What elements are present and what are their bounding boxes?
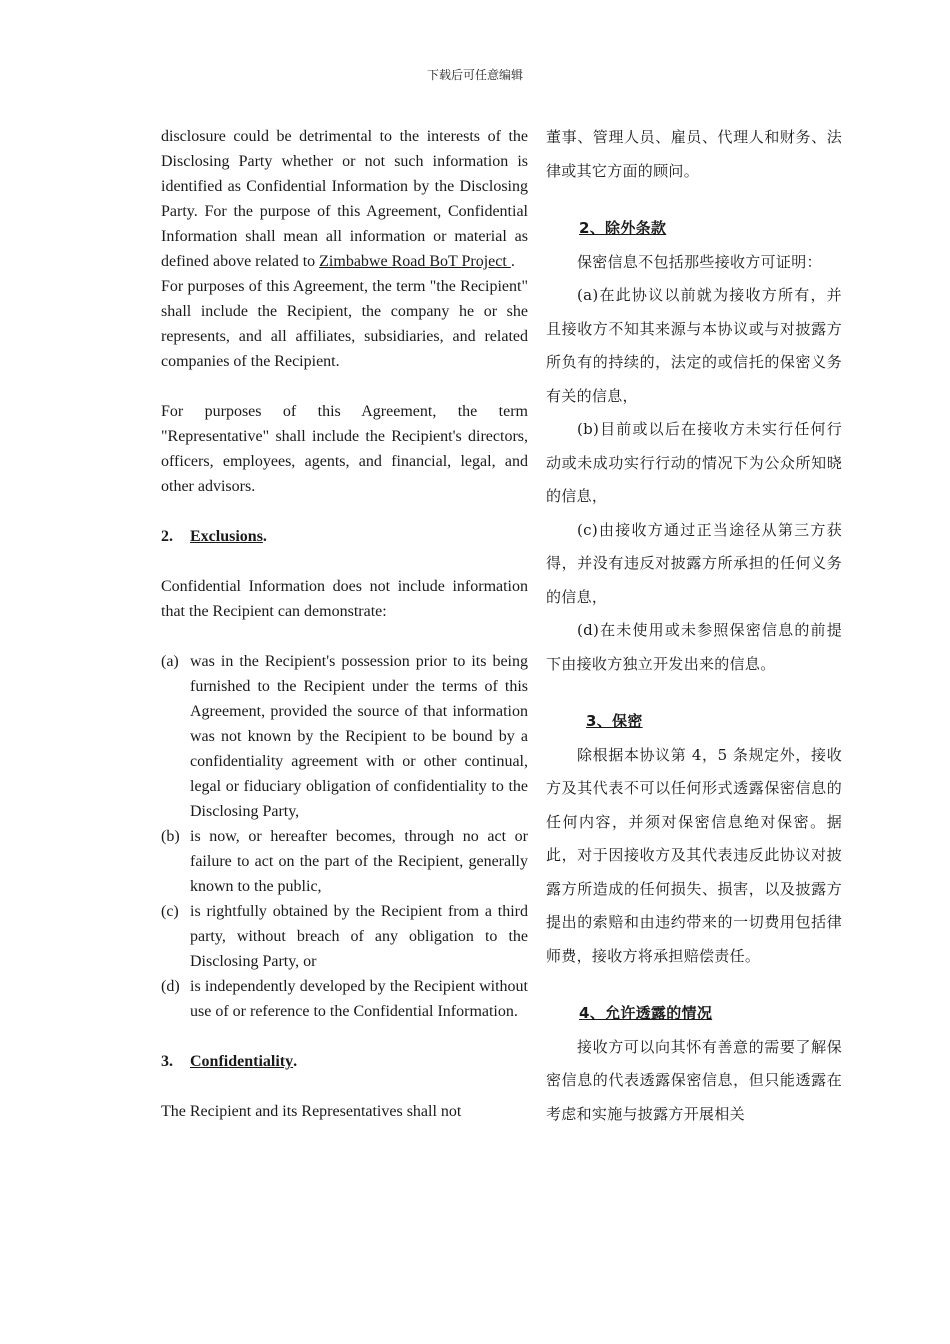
list-item: (c) is rightfully obtained by the Recipient from a third party, without breach of any obligation to the Disclosing Party, or	[161, 903, 528, 970]
cn-item-b: (b)目前或以后在接收方未实行任何行动或未成功实行行动的情况下为公众所知晓的信息，	[546, 420, 842, 505]
english-column	[161, 124, 528, 1124]
cn-item-d: (d)在未使用或未参照保密信息的前提下由接收方独立开发出来的信息。	[546, 621, 842, 673]
section-2-heading: 2. Exclusions .	[161, 528, 267, 545]
recipient-definition: For purposes of this Agreement, the term "the Recipient" shall include the Recipient, the company he or she represents, and all affiliates, subsidiaries, and related companies of the Recipient.	[161, 278, 528, 370]
cn-confidentiality-paragraph: 除根据本协议第 4，5 条规定外，接收方及其代表不可以任何形式透露保密信息的任何内容，并须对保密信息绝对保密。据此，对于因接收方及其代表违反此协议对披露方所造成的任何损失、损害，以及披露方提出的索赔和由违约带来的一切费用包括律师费，接收方将承担赔偿责任。	[546, 745, 842, 965]
project-name: Zimbabwe Road BoT Project	[319, 253, 511, 270]
page-header: 下载后可任意编辑	[426, 68, 523, 82]
cn-section-2-heading: 2、除外条款	[579, 219, 667, 237]
cn-item-a: (a)在此协议以前就为接收方所有，并且接收方不知其来源与本协议或与对披露方所负有的持续的，法定的或信托的保密义务有关的信息，	[546, 286, 842, 405]
representative-definition: For purposes of this Agreement, the term "Representative" shall include the Recipient's directors, officers, employees, agents, and financial, legal, and other advisors.	[161, 403, 528, 495]
definition-paragraph: disclosure could be detrimental to the interests of the Disclosing Party whether or not such information is identified as Confidential Information by the Disclosing Party. For the purpose of this Agreement, Confidential Information shall mean all information or material as defined above related to Zimbabwe Road BoT Project .	[161, 128, 528, 270]
list-item: (a) was in the Recipient's possession prior to its being furnished to the Recipient under the terms of this Agreement, provided the source of that information was not known by the Recipient to be bound by a confidentiality agreement with or other continual, legal or fiduciary obligation of confidentiality to the Disclosing Party,	[161, 653, 528, 820]
list-item: (b) is now, or hereafter becomes, through no act or failure to act on the part of the Recipient, generally known to the public,	[161, 828, 528, 895]
cn-section-4-heading: 4、允许透露的情况	[579, 1004, 713, 1022]
exclusions-intro: Confidential Information does not include information that the Recipient can demonstrate:	[161, 578, 528, 620]
cn-section-3-heading: 3、保密	[586, 712, 643, 730]
chinese-column	[546, 121, 842, 1131]
list-item: (d) is independently developed by the Recipient without use of or reference to the Confidential Information.	[161, 978, 528, 1020]
cn-item-c: (c)由接收方通过正当途径从第三方获得，并没有违反对披露方所承担的任何义务的信息，	[546, 520, 842, 606]
cn-representatives-paragraph: 董事、管理人员、雇员、代理人和财务、法律或其它方面的顾问。	[546, 128, 842, 180]
section-3-heading: 3. Confidentiality .	[161, 1053, 298, 1070]
cn-permitted-disclosure-paragraph: 接收方可以向其怀有善意的需要了解保密信息的代表透露保密信息，但只能透露在考虑和实施与披露方开展相关	[546, 1037, 842, 1123]
cn-exclusions-intro: 保密信息不包括那些接收方可证明：	[577, 252, 822, 271]
confidentiality-paragraph: The Recipient and its Representatives shall not	[161, 1103, 462, 1120]
